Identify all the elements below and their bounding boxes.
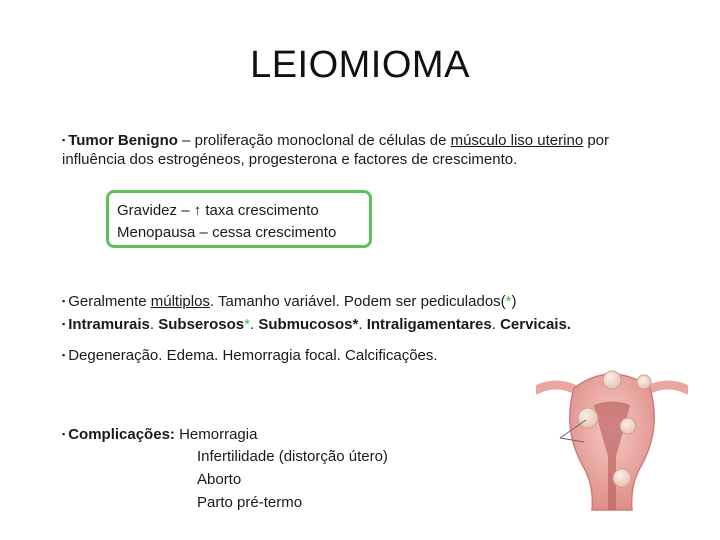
- growth-box: [106, 190, 372, 248]
- complication-item: Parto pré-termo: [197, 494, 303, 511]
- type-subserosos: Subserosos: [158, 316, 245, 333]
- complications-label: Complicações:: [68, 426, 175, 443]
- bullet-icon: ▪: [62, 319, 66, 329]
- up-arrow-icon: ↑: [193, 202, 202, 219]
- type-intramurais: Intramurais: [68, 316, 150, 333]
- separator: .: [491, 316, 501, 333]
- box-line-pregnancy: [117, 202, 319, 219]
- features-text: Geralmente: [68, 293, 151, 310]
- type-submucosos: Submucosos*: [258, 316, 359, 333]
- features-text-2: . Tamanho variável. Podem ser pediculados(: [209, 293, 506, 310]
- definition-line-2: influência dos estrogéneos, progesterona e factores de crescimento.: [62, 151, 518, 168]
- bullet-icon: ▪: [62, 350, 66, 360]
- star-mark: *: [505, 293, 512, 310]
- type-intraligamentares: Intraligamentares: [366, 316, 492, 333]
- complications-line: [62, 424, 257, 445]
- type-cervicais: Cervicais: [500, 316, 567, 333]
- separator: .: [566, 316, 571, 333]
- bullet-icon: ▪: [62, 296, 66, 306]
- definition-text: – proliferação monoclonal de células de: [177, 132, 451, 149]
- pregnancy-label: Gravidez –: [117, 202, 194, 219]
- definition-underlined: músculo liso uterino: [450, 132, 584, 149]
- bullet-icon: ▪: [62, 429, 66, 439]
- bullet-icon: ▪: [62, 135, 66, 145]
- separator: .: [249, 316, 259, 333]
- star-mark: *: [244, 316, 250, 333]
- degeneration-line: [62, 345, 438, 366]
- separator: .: [149, 316, 159, 333]
- features-underlined: múltiplos: [150, 293, 210, 310]
- box-line-menopause: Menopausa – cessa crescimento: [117, 224, 337, 241]
- pregnancy-effect: taxa crescimento: [201, 202, 319, 219]
- definition-line-1: [62, 130, 609, 151]
- features-text-3: ): [511, 293, 517, 310]
- complication-item: Aborto: [197, 471, 242, 488]
- slide-title: LEIOMIOMA: [250, 44, 470, 86]
- complication-item: Infertilidade (distorção útero): [197, 448, 388, 465]
- complication-item: Hemorragia: [179, 426, 258, 443]
- types-line: [62, 314, 571, 335]
- definition-term: Tumor Benigno: [68, 132, 178, 149]
- definition-text-end: por: [583, 132, 610, 149]
- uterus-illustration: [536, 360, 688, 520]
- degeneration-text: Degeneração. Edema. Hemorragia focal. Calcificações.: [68, 347, 438, 364]
- features-line: [62, 291, 517, 312]
- separator: .: [358, 316, 367, 333]
